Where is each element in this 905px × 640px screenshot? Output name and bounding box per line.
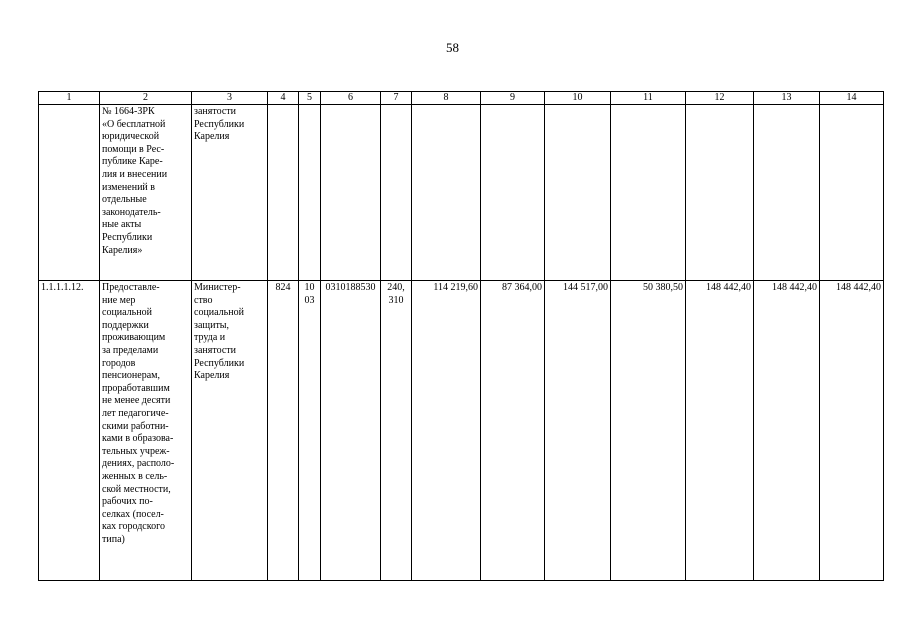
column-header: 14 bbox=[820, 92, 884, 105]
column-header: 1 bbox=[39, 92, 100, 105]
page-number: 58 bbox=[446, 40, 459, 55]
table-row bbox=[39, 105, 884, 281]
expense-type-cell: 240, 310 bbox=[381, 281, 412, 581]
measure-name-cell: № 1664-ЗРК «О бесплатной юридической помощи в Рес- публике Каре- лия и внесении изменений в отдельные законодатель- ные акты Республики Карелия» bbox=[100, 105, 192, 281]
table-cell bbox=[754, 105, 820, 281]
table-cell bbox=[412, 105, 481, 281]
table-cell bbox=[820, 105, 884, 281]
table-cell bbox=[611, 105, 686, 281]
amount-cell: 144 517,00 bbox=[545, 281, 611, 581]
column-header: 3 bbox=[192, 92, 268, 105]
table-cell bbox=[686, 105, 754, 281]
budget-table bbox=[38, 91, 884, 581]
target-article-cell: 0310188530 bbox=[321, 281, 381, 581]
column-header: 4 bbox=[268, 92, 299, 105]
column-header: 11 bbox=[611, 92, 686, 105]
column-header: 10 bbox=[545, 92, 611, 105]
header-row bbox=[39, 92, 884, 105]
measure-name-cell: Предоставле- ние мер социальной поддержки проживающим за пределами городов пенсионерам, проработавшим не менее десяти лет педагогиче- скими работни- ками в образова- тельных учреж- дениях, располо- женных в сель- ской местности, рабочих по- селках (посел- ках городского типа) bbox=[100, 281, 192, 581]
column-header: 7 bbox=[381, 92, 412, 105]
row-number-cell bbox=[39, 105, 100, 281]
column-header: 9 bbox=[481, 92, 545, 105]
responsible-cell: Министер- ство социальной защиты, труда и занятости Республики Карелия bbox=[192, 281, 268, 581]
table-cell bbox=[545, 105, 611, 281]
table-cell bbox=[321, 105, 381, 281]
amount-cell: 50 380,50 bbox=[611, 281, 686, 581]
amount-cell: 148 442,40 bbox=[686, 281, 754, 581]
column-header: 13 bbox=[754, 92, 820, 105]
column-header: 12 bbox=[686, 92, 754, 105]
table-cell bbox=[299, 105, 321, 281]
table-cell bbox=[381, 105, 412, 281]
table-cell bbox=[481, 105, 545, 281]
amount-cell: 114 219,60 bbox=[412, 281, 481, 581]
column-header: 2 bbox=[100, 92, 192, 105]
section-code-cell: 10 03 bbox=[299, 281, 321, 581]
column-header: 8 bbox=[412, 92, 481, 105]
grbs-code-cell: 824 bbox=[268, 281, 299, 581]
responsible-cell: занятости Республики Карелия bbox=[192, 105, 268, 281]
column-header: 5 bbox=[299, 92, 321, 105]
row-number-cell: 1.1.1.1.12. bbox=[39, 281, 100, 581]
amount-cell: 87 364,00 bbox=[481, 281, 545, 581]
column-header: 6 bbox=[321, 92, 381, 105]
table-cell bbox=[268, 105, 299, 281]
table-row bbox=[39, 281, 884, 581]
amount-cell: 148 442,40 bbox=[820, 281, 884, 581]
amount-cell: 148 442,40 bbox=[754, 281, 820, 581]
